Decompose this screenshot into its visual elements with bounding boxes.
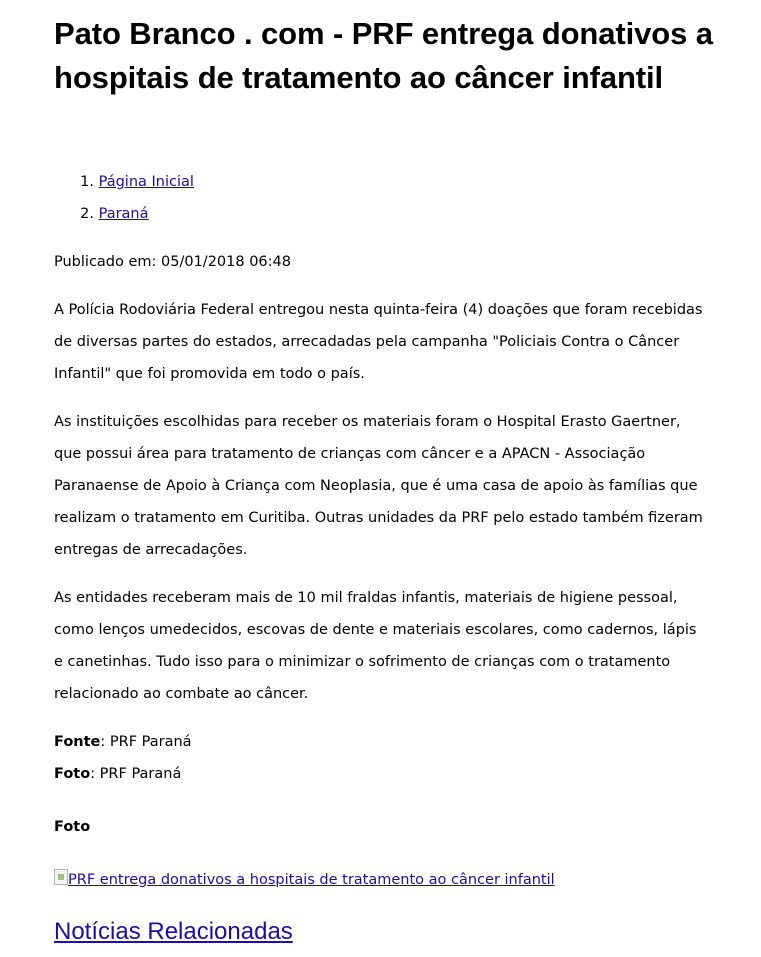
published-date: Publicado em: 05/01/2018 06:48 (54, 254, 291, 270)
related-news-link[interactable]: Notícias Relacionadas (54, 918, 293, 945)
source-value: : PRF Paraná (100, 734, 192, 750)
broken-image-icon (54, 869, 68, 885)
photo-credit (54, 758, 704, 790)
breadcrumb-item-parana (54, 200, 194, 232)
photo-heading: Foto (54, 819, 91, 835)
article-paragraph-2: As instituições escolhidas para receber os materiais foram o Hospital Erasto Gaertner, que possui área para tratamento de crianças com câncer e a APACN - Associação Paranaense de Apoio à Criança com Neoplasia, que é uma casa de apoio às famílias que realizam o tratamento em Curitiba. Outras unidades da PRF pelo estado também fizeram entregas de arrecadações. (54, 414, 703, 558)
source-label: Fonte (54, 734, 101, 750)
article-photo-link[interactable] (54, 865, 555, 895)
article-paragraph-3: As entidades receberam mais de 10 mil fraldas infantis, materiais de higiene pessoal, como lenços umedecidos, escovas de dente e materiais escolares, como cadernos, lápis e canetinhas. Tudo isso para o minimizar o sofrimento de crianças com o tratamento relacionado ao combate ao câncer. (54, 590, 697, 702)
article-photo-alt: PRF entrega donativos a hospitais de tratamento ao câncer infantil (68, 872, 555, 888)
photo-label: Foto (54, 766, 91, 782)
breadcrumb-link-home[interactable]: Página Inicial (98, 174, 194, 190)
page-title: Pato Branco . com - PRF entrega donativos a hospitais de tratamento ao câncer infantil (54, 16, 713, 95)
breadcrumb (54, 168, 194, 232)
breadcrumb-number: 2. (80, 206, 94, 222)
photo-value: : PRF Paraná (90, 766, 182, 782)
related-news-heading (54, 914, 293, 950)
source-credit (54, 726, 704, 758)
breadcrumb-number: 1. (80, 174, 94, 190)
breadcrumb-link-parana[interactable]: Paraná (98, 206, 149, 222)
article-paragraph-1: A Polícia Rodoviária Federal entregou nesta quinta-feira (4) doações que foram recebidas de diversas partes do estados, arrecadadas pela campanha "Policiais Contra o Câncer Infantil" que foi promovida em todo o país. (54, 302, 703, 382)
breadcrumb-item-home (54, 168, 194, 200)
